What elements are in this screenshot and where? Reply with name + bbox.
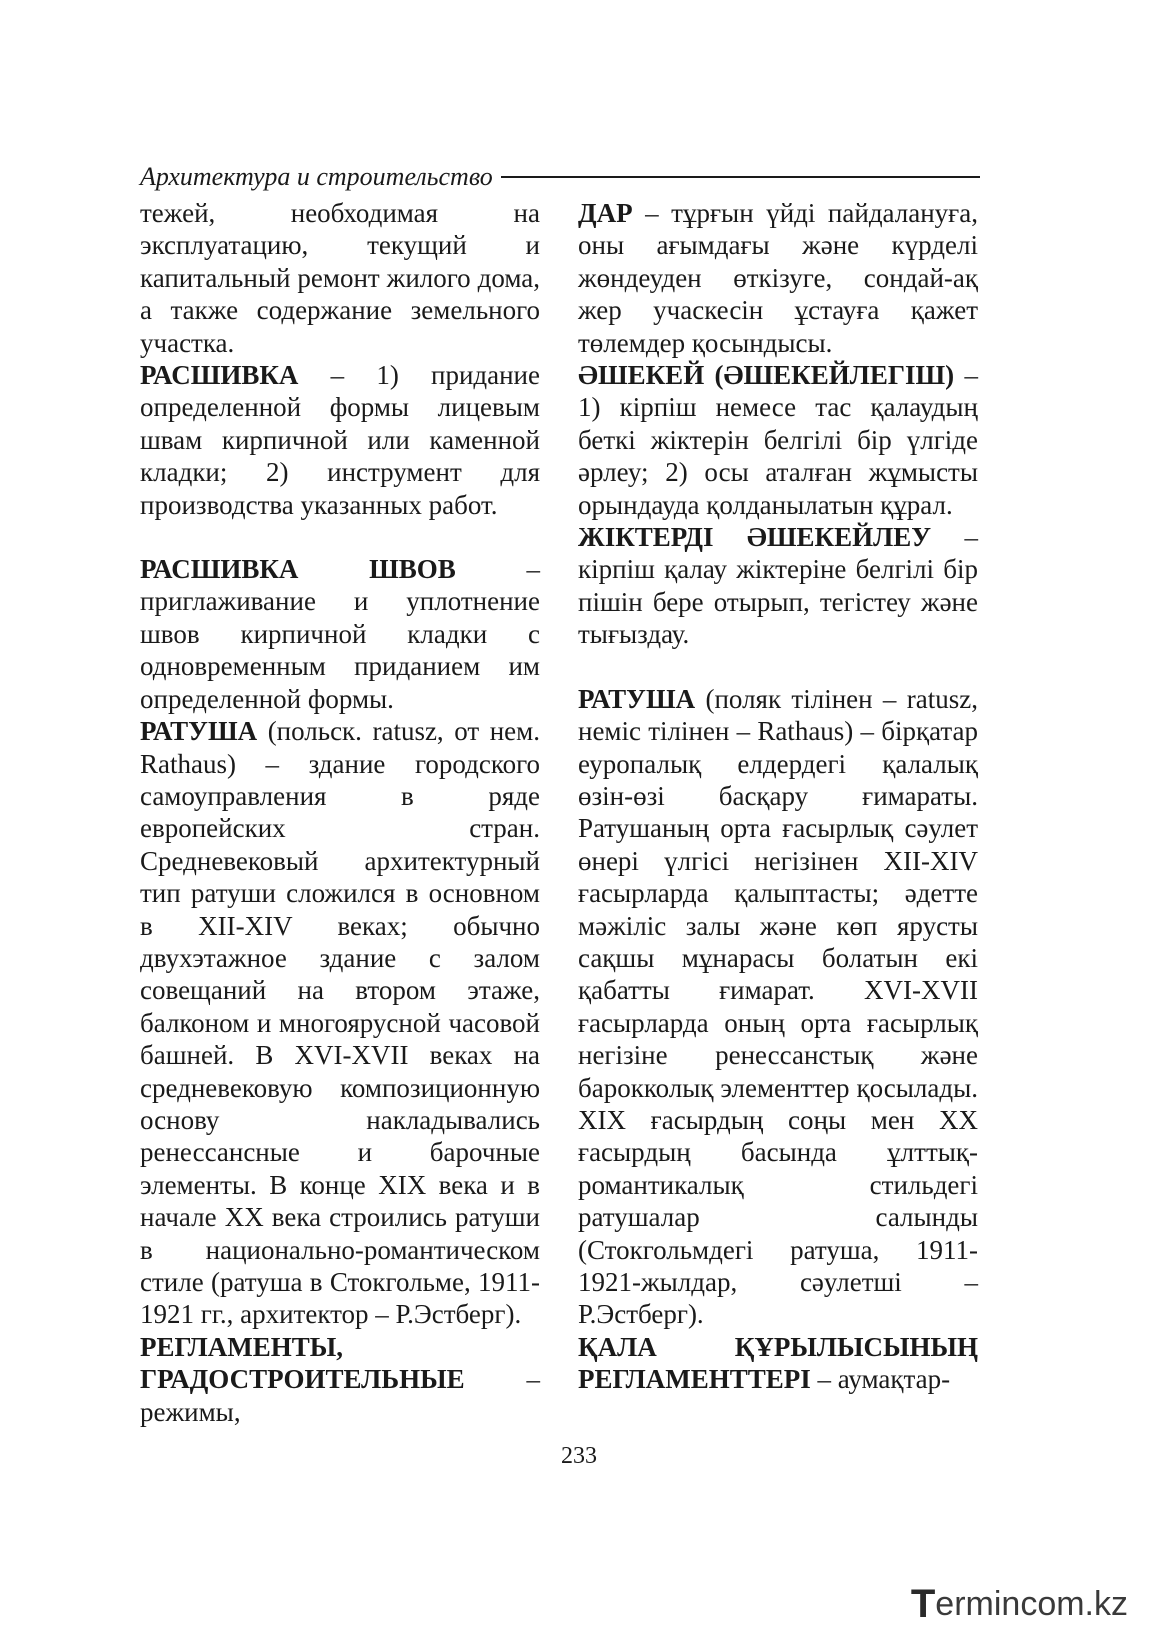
entry-term: РАСШИВКА bbox=[140, 360, 299, 391]
entry-text: – режимы, bbox=[140, 1364, 540, 1427]
entry-term: ҚАЛА ҚҰРЫЛЫСЫНЫҢ РЕГЛАМЕНТТЕРІ bbox=[578, 1331, 978, 1395]
entry-text: – аумақтар- bbox=[810, 1364, 951, 1395]
entry-term: ЖІКТЕРДІ ӘШЕКЕЙЛЕУ bbox=[578, 522, 932, 553]
entry-term: РАСШИВКА ШВОВ bbox=[140, 554, 456, 585]
entry-dar bbox=[578, 197, 978, 359]
entry-kala-kurylysy bbox=[578, 1331, 978, 1396]
watermark-text: ermincom.kz bbox=[935, 1585, 1128, 1623]
entry-ratusha-kz bbox=[578, 683, 978, 1331]
entry-text: – кірпіш қалау жіктеріне белгілі бір пішін бере отырып, тегістеу және тығыздау. bbox=[578, 522, 978, 650]
header-title: Архитектура и строительство bbox=[140, 162, 493, 191]
entry-text: тежей, необходимая на эксплуатацию, текущий и капитальный ремонт жилого дома, а также содержание земельного участка. bbox=[140, 198, 540, 358]
entry-zhikterdi-ashekeileu bbox=[578, 521, 978, 651]
entry-rasshivka-shvov bbox=[140, 553, 540, 715]
entry-reglamenty bbox=[140, 1331, 540, 1428]
entry-rasshivka bbox=[140, 359, 540, 521]
entry-term: РАТУША bbox=[140, 716, 258, 747]
entry-text: – 1) кірпіш немесе тас қалаудың беткі жіктерін белгілі бір үлгіде әрлеу; 2) осы аталған жұмысты орындауда қолданылатын құрал. bbox=[578, 360, 978, 520]
running-header bbox=[140, 160, 980, 194]
left-column-russian bbox=[140, 197, 540, 1428]
page-number: 233 bbox=[561, 1443, 597, 1469]
entry-text: – тұрғын үйді пайдалануға, оны ағымдағы және күрделі жөндеуден өткізуге, сондай-ақ жер учаскесін ұстауға қажет төлемдер қосындысы. bbox=[578, 198, 978, 358]
watermark-initial: T bbox=[910, 1582, 936, 1626]
entry-continuation bbox=[140, 197, 540, 359]
header-rule bbox=[501, 176, 980, 178]
entry-text: (польск. ratusz, от нем. Rathaus) – здание городского самоуправления в ряде европейских стран. Средневековый архитектурный тип ратуши сложился в основном в XII-XIV веках; обычно двухэтажное здание с залом совещаний на втором этаже, балконом и многоярусной часовой башней. В XVI-XVII веках на средневековую композиционную основу накладывались ренессансные и барочные элементы. В конце XIX века и в начале XX века строились ратуши в национально-романтическом стиле (ратуша в Стокгольме, 1911-1921 гг., архитектор – Р.Эстберг). bbox=[140, 716, 540, 1330]
entry-ashekei bbox=[578, 359, 978, 521]
right-column-kazakh bbox=[578, 197, 978, 1396]
entry-text: – 1) придание определенной формы лицевым швам кирпичной или каменной кладки; 2) инструмент для производства указанных работ. bbox=[140, 360, 540, 520]
entry-ratusha bbox=[140, 715, 540, 1331]
entry-term: ДАР bbox=[578, 198, 633, 228]
entry-text: – приглаживание и уплотнение швов кирпичной кладки с одновременным приданием им определенной формы. bbox=[140, 554, 540, 714]
entry-term: РЕГЛАМЕНТЫ, ГРАДОСТРОИТЕЛЬНЫЕ bbox=[140, 1331, 465, 1395]
entry-term: РАТУША bbox=[578, 683, 696, 714]
entry-text: (поляк тілінен – ratusz, неміс тілінен – Rathaus) – бірқатар еуропалық елдердегі қалалық өзін-өзі басқару ғимараты. Ратушаның орта ғасырлық сәулет өнері үлгісі негізінен XII-XIV ғасырларда қалыптасты; әдетте мәжіліс залы және көп ярусты сақшы мұнарасы болатын екі қабатты ғимарат. XVI-XVII ғасырларда оның орта ғасырлық негізіне ренессанстық және барокколық элементтер қосылады. XIX ғасырдың соңы мен XX ғасырдың басында ұлттық-романтикалық стильдегі ратушалар салынды (Стокгольмдегі ратуша, 1911-1921-жылдар, сәулетші – Р.Эстберг). bbox=[578, 683, 978, 1330]
entry-term: ӘШЕКЕЙ (ӘШЕКЕЙЛЕГІШ) bbox=[578, 360, 955, 391]
termincom-watermark bbox=[911, 1582, 1128, 1627]
